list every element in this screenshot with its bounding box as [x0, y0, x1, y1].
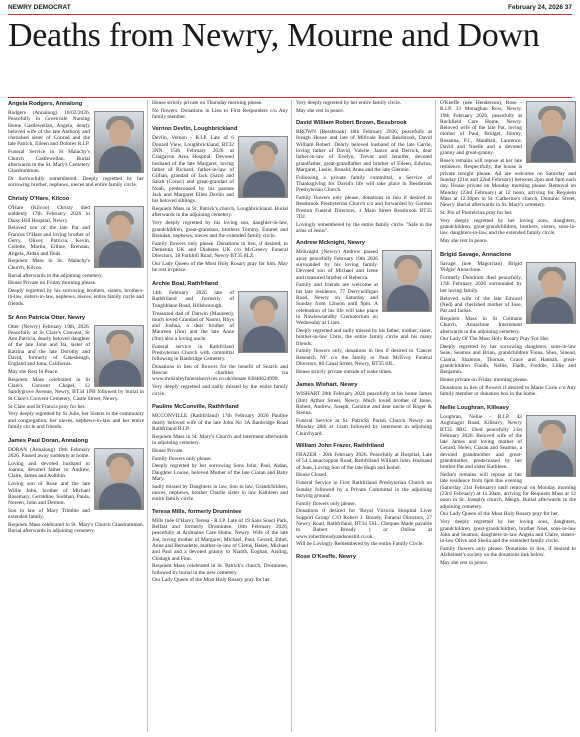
- obituary-text: Funeral Service in St Malachy's Church Castlewellan. Burial afterwards in the St. Mary's Cemetery Glasdrumman.: [8, 149, 90, 175]
- obituary-text: Lovingly remembered by the entire family circle. "Safe in the arms of Jesus".: [296, 221, 432, 235]
- obituary-text: Very deeply regretted by Sr Julie, her Sisters in the community and congregation, her nieces, nephews-in-law and her entire family circle and friends.: [8, 411, 144, 430]
- obituary-title: David William Robert Brown, Bessbrook: [296, 120, 407, 127]
- obituary-title: Andrew Mcknight, Newry: [296, 240, 365, 247]
- obituary-text: Beloved wife of the late Edward (Ned) and cherished mother of Jose, Pat and Jackie.: [440, 295, 522, 315]
- obituary-title: Angela Rodgers, Annalong: [8, 101, 83, 107]
- obituary-text: Deeply regretted by her sorrowing daughters, sons-in-law Sean, Seamus and Brian, grandchildren Fiona, Shea, Sinead, Cianna, Shannon, Thomas, Grace and Hannah, great-grandchildren Fiaidh, Nellie, Fiadh, Freddie, Lillie and Benjamin.: [440, 344, 576, 376]
- portrait-photo: [238, 291, 288, 353]
- obituary-title: James Wishart, Newry: [296, 382, 358, 389]
- obituary-text: Our Lady Queen of the Most Holy Rosary pray for him. May he rest in peace.: [152, 261, 288, 274]
- obituary-text: 14th February 2026 late of Rathfriland and formerly of Tonghblane Road, Hillsborough.: [152, 290, 234, 309]
- obituary-title: Teresa Mills, formerly Drumintee: [152, 508, 242, 515]
- masthead: [8, 2, 572, 14]
- obituary-title: William John Frazer, Rathfriland: [296, 443, 385, 450]
- obituary-text: Sadly missed by Daughters in law, Son in law, Grandchildren, nieces, nephews, brother Charlie sister in law Kathleen and entire family circle.: [152, 483, 288, 503]
- obituary-text: O'Hare (Kilcoo) Christy died suddenly 17th February 2026 in Daisy Hill Hospital, Newry.: [8, 205, 90, 224]
- obituary-notice: [440, 251, 576, 399]
- page-date: February 24, 2026 37: [508, 4, 572, 11]
- obituary-text: Donations in lieu of flowers if desired to Marie Curie c/o Any family member or donation box in the home.: [440, 384, 576, 398]
- obituary-notice: [296, 442, 432, 548]
- obituary-text: St. Pio of Pietrelcina pray for her.: [440, 210, 513, 217]
- portrait-photo: [94, 206, 144, 268]
- portrait-photo: [526, 415, 576, 477]
- obituary-text: McKnight (Newry) Andrew passed away peacefully February 19th 2026 surrounded by his loving family. Devoted son of Michael and Irene and treasured brother of Rebecca.: [296, 249, 378, 281]
- obituary-notice: [152, 125, 288, 275]
- column-3: [296, 100, 432, 732]
- obituary-text: Formerly Dundrum died peacefully, 17th February 2026 surrounded by her loving family.: [440, 275, 522, 294]
- portrait-photo: [382, 250, 432, 312]
- obituary-text: Treasured dad of Darwin (Maureen), much loved Grandad of Naomi, Rhys and Joshua, a dear brother of Maureen (Jim) and the late Anne (Jim) also a loving uncle.: [152, 310, 234, 342]
- obituary-text: Loving and devoted husband to Joanna, devoted father to Andrew, Claire, James and Aoibhin.: [8, 460, 90, 480]
- obituary-notice: [152, 100, 288, 120]
- obituary-title: Pauline McConville, Rathfriland: [152, 404, 239, 411]
- obituary-text: Beloved son of the late Pat and Frances O'Hare and loving brother of Gerry, Oliver, Patricia, Kevin, Collette, Martin, Eithne, Brendan, Angela, Aidan and finds.: [8, 225, 90, 257]
- obituary-text: May she rest in peace.: [296, 107, 345, 114]
- obituary-title: Nellie Loughran, Killeavy: [440, 404, 509, 411]
- obituary-text: House private on Friday morning please.: [440, 377, 529, 384]
- obituary-notice: [152, 508, 288, 584]
- obituary-title: James Paul Doran, Annalong: [8, 437, 88, 444]
- column-divider: [291, 100, 292, 732]
- obituary-notice: [296, 119, 432, 234]
- obituary-title: Vernon Devlin, Loughbrickland: [152, 126, 238, 133]
- obituary-text: Requiem Mass celebrated in St. Mary's Church Glasdrumman. Burial afterwards in adjoining cemetery.: [8, 522, 144, 535]
- obituary-text: Will be Lovingly Remembered by the entire Family Circle.: [296, 541, 424, 548]
- obituary-notice: [8, 437, 144, 536]
- obituary-text: Our Lady Of The Most Holy Rosary Pray For Her.: [440, 336, 550, 343]
- obituary-text: Requiem Mass celebrated in St. Patrick's church, Dromintee, followed by burial in the new cemetery.: [152, 563, 288, 576]
- obituary-title: Brigid Savage, Annaclone: [440, 252, 512, 259]
- obituary-text: Following a private family committal, a Service of Thanksgiving for David's life will take place in Bessbrook Presbyterian Church.: [296, 174, 432, 194]
- obituary-text: MCCONVILLE (Rathfriland) 17th February 2026 Pauline dearly beloved wife of the late John No 3A Banbridge Road Rathfriland R.I.P.: [152, 413, 288, 432]
- obituary-text: Requiem Mass celebrated in St Clare's Convent Chapel, 12 Sandygrove Avenue, Newry, BT34 1PB followed by burial in St Clare's Convent Cemetery, Castle Street, Newry.: [8, 376, 144, 402]
- obituary-text: Savage (nee Magorrian) Brigid 'Pidgie' Annaclone.: [440, 261, 522, 274]
- portrait-photo: [526, 262, 576, 324]
- obituary-text: St Clare and St Francis pray for her.: [8, 403, 86, 410]
- obituary-text: Our Lady Queen of the Most Holy Rosary pray for her.: [152, 577, 272, 584]
- paper-name: NEWRY DEMOCRAT: [8, 4, 71, 11]
- page-headline: Deaths from Newry, Mourne and Down: [8, 17, 540, 54]
- obituary-notice: [440, 100, 576, 246]
- obituary-title: Sr Ann Patricia Otter, Newry: [8, 314, 86, 321]
- obituary-text: Family flowers only please. Donations in lieu, if desired, to Dementia UK and Diabetes UK c/o McGreevy Funeral Directors, 18 Forkhill Road, Newry BT35 8LZ.: [152, 240, 288, 260]
- obituary-text: Deeply regretted by his sorrowing brothers, sisters, brothers-in-law, sisters-in-law, nephews, nieces, entire family circle and friends.: [8, 288, 144, 307]
- column-divider: [147, 100, 148, 732]
- obituary-text: May she rest in peace.: [440, 560, 489, 566]
- obituary-notice: [8, 314, 144, 432]
- portrait-photo: [94, 111, 144, 173]
- obituary-text: Very deeply regretted by his loving son, daughter-in-law, grandchildren, great-grandson, brothers Tommy, Emmet and Brendan, nephews, nieces and the extended family circle.: [152, 220, 288, 239]
- obituary-notice: [440, 404, 576, 568]
- obituary-text: Burial afterwards in the adjoining cemetery.: [8, 272, 103, 279]
- obituary-text: May she Rest In Peace.: [8, 369, 59, 376]
- obituary-text: Requiem Mass in St. Patrick's church, Loughbrickland. Burial afterwards in the adjoining cemetery.: [152, 206, 288, 219]
- obituary-title: Archie Boal, Rathfriland: [152, 281, 219, 288]
- obituary-text: Very deeply regretted by her loving sons, daughters, grandchildren, great-grandchildren, brother Noel, sons-in-law John and Seamus, daughters-in-law Angela and Claire, sisters-in-law Olive and Sheila and the extended family circle.: [440, 519, 576, 545]
- column-divider: [435, 100, 436, 732]
- obituary-text: Loving son of Rose and the late Willie John, brother of Michael Rosemary, Geraldine, Siobhan, Paula, Noreen, John and Dermot.: [8, 481, 90, 507]
- obituary-text: Very deeply regretted by her loving sons, daughters, grandchildren, great-grandchildren, brothers, sisters, sons-in-law, daughters-in-law, and the extended family circle.: [440, 217, 576, 237]
- column-4: [440, 100, 576, 732]
- obituary-text: Donations if desired for 'Royal Victoria Hospital Liver Support Group' C/O Robert J. Bready, Funeral Directors, 27 Newry Road, Rathfriland, BT34 5SL. Cheques Made payable to Robert Bready ) or Online at www.robertbreadyandsonsltd.co.uk.: [296, 508, 432, 540]
- obituary-text: House strictly private on Thursday morning please.: [152, 100, 263, 106]
- obituary-text: Family flowers only please.: [152, 455, 212, 462]
- obituary-title: Rose O'Keeffe, Newry: [296, 553, 357, 560]
- obituary-notice: [8, 195, 144, 308]
- obituary-text: Requiem Mass in St Colmans Church, Annaclone Internment afterwards in the adjoining cemetery.: [440, 315, 522, 335]
- obituary-title: Christy O'Hare, Kilcoo: [8, 196, 70, 203]
- obituary-text: WISHART 20th February 2026 peacefully at his home James (Jim) Arthur Street, Newry. Much loved brother of Irene, Robert, Andrew, Joseph, Caroline and dear uncle of Roger & Sienna.: [296, 391, 432, 417]
- obituary-text: Loughran, Nellie - R.I.P. 43 Aughnagur Road, Killeavy, Newry BT35 8RG. Died peacefully 21st February 2026. Beloved wife of the late James and loving mother of Gerard, Helen, Ciaran and Seamus, a devoted grandmother and great-grandmother, predeceased by her brother Pat and sister Kathleen.: [440, 413, 522, 471]
- obituary-text: Family flowers only, donations in lieu if desired to 'Cancer Research NI' c/o the family or Paul McEvoy Funeral Directors, 80 Canal Street, Newry, BT35 6JL.: [296, 348, 432, 367]
- portrait-photo: [238, 136, 288, 198]
- obituary-notice: [152, 280, 288, 398]
- obituary-text: O'Keeffe (née Henderson), Rose - R.I.P. 33 Monaghan Row, Newry. 19th February 2026, peacefully at Rockfield Care Home, Newry. Beloved wife of the late Pat, loving mother of Paul, Bridget, Jimmy, Rosanna, P.J., Maidhail, Laurence, David and Noelle and a devoted granny and great-granny.: [440, 100, 522, 157]
- obituary-text: Nellie's remains will repose at her late residence from 6pm this evening (Saturday 21st February) until removal on Monday morning (23rd February) at 11.30am, arriving for Requiem Mass at 12 noon in St. Joseph's church, Meigh. Burial afterwards in the adjoining cemetery.: [440, 472, 576, 510]
- obituary-text: BROWN (Bessbrook) 18th February 2026, peacefully at Iveagh House and late of Millvale Road Bessbrook, David William Robert. Dearly beloved husband of the late Carrie, loving father of David, Valerie, Janice and Derrick, dear father-in-law of Evelyn, Trevor and Jennifer, devoted grandfather, great-grandfather and brother of Eileen, Edwina, Margaret, Leslie, Ronald, Anne and the late Glennie.: [296, 129, 432, 173]
- obituary-text: Dr Sorrowfully remembered. Deeply regretted by her sorrowing brother, nephews, nieces and entire family circle.: [8, 175, 144, 189]
- obituary-notice: [152, 403, 288, 502]
- obituary-text: House Closed.: [296, 472, 328, 479]
- obituary-text: May she rest in peace.: [440, 238, 489, 245]
- obituary-text: House strictly private outside of wake times.: [296, 368, 393, 375]
- obituary-text: Family flowers only please, donations in lieu if desired to Bessbrook Presbyterian Church c/o and forwarded by Gordon Preston Funeral Directors, 1 Main Street Bessbrook BT35 7DJ.: [296, 195, 432, 220]
- obituary-text: Deeply regretted by her sorrowing Sons John, Paul, Aidan, Daughter Louise, beloved Mother of the late Ciaran and Baby Mary.: [152, 463, 288, 483]
- column-2: [152, 100, 288, 732]
- obituary-text: Family and friends are welcome at his late residence, 77 Derrywilligan Road, Newry on Saturday and Sunday from 12noon until 9pm. A celebration of his life will take place in Nawlewsandby Crematorium on Wednesday at 11am.: [296, 282, 378, 327]
- portrait-photo: [526, 101, 576, 163]
- obituary-text: Mills (née O'Hare), Teresa - R.I.P. Late of 19 Sans Souci Park, Belfast and formerly Drumintee. 18th February 2026, peacefully at Ardmaine Care Home, Newry. Wife of the late Joe, loving mother of Margaret, Michael, Paul, Gerard, Ethel, Anne and Bernadette, mother-in-law of Cletus, Helen, Michael and Paul and a devoted granny to Niamh, Eoghan, Aisling, Clodagh and Finn.: [152, 517, 288, 562]
- obituary-text: Funeral service in Rathfriland Presbyterian Church with committal following in Banbridge Cemetery.: [152, 343, 234, 363]
- obituary-text: Family flowers only please.: [296, 500, 356, 507]
- obituary-notice: [296, 553, 432, 561]
- obituary-text: Donations in lieu of flowers for the benefit of Search and Rescue charities via www.mckinleyfuneralservices.co.uk/donate 02840624999.: [152, 363, 288, 383]
- obituary-text: Very deeply regretted by her entire family circle.: [296, 100, 402, 106]
- obituary-text: Very deeply regretted and sadly missed by the entire family circle.: [152, 384, 288, 397]
- portrait-photo: [94, 325, 144, 387]
- obituary-notice: [296, 381, 432, 437]
- top-rule: [8, 14, 572, 15]
- obituary-text: FRAZER - 20th February 2026. Peacefully at Hospital, Late of 54 Lisnacroppan Road, Rathfriland William John. Husband of Joan, Loving Son of the late Hugh and Isobel.: [296, 452, 432, 471]
- portrait-photo: [94, 448, 144, 510]
- obituary-text: Funeral Service in First Rathfriland Presbyterian Church on Sunday followed by a Private Committal in the adjoining burying ground.: [296, 480, 432, 499]
- obituary-text: Otter (Newry) February 19th, 2026. Peacefully at St Clare's Convent, Sr Ann Patricia, dearly beloved daughter of the late John and Ita, sister of Katrina and the late Dorothy and David, formerly of Gatesheagh, England and Iona, California.: [8, 323, 90, 368]
- obituary-text: Requiem Mass in St. Malachy's Church, Kilcoo.: [8, 258, 90, 271]
- obituary-text: Rose's remains will repose at her late residence. Respectfully, the house is private tonight please. All are welcome on Saturday and Sunday (21st and 22nd February) between 2pm and 9pm each day. House private on Monday morning please. Removal on Monday (23rd February) at 12 noon, arriving for Requiem Mass at 12.30pm in St. Catherine's church, Dominic Street, Newry. Burial afterwards in St. Mary's cemetery.: [440, 158, 576, 209]
- obituary-text: Devlin, Vernon - R.I.P. Late of 6 Donard View, Loughbrickland, BT32 3NN. 15th February 2026 at Craigavon Area Hospital. Devoted husband of the late Margaret, loving father of Richard, father-in-law of Gillian, grandad of Jack (Sara) and Sarah (Conor) and great-grandad of Noah, predeceased by his parents Jack and Margaret Ellen Devlin and his beloved siblings.: [152, 135, 234, 205]
- obituary-text: Our Lady Queen of the Most Holy Rosary pray for her.: [440, 511, 560, 518]
- obituary-text: Son in law of Mary Trimble and extended family.: [8, 507, 90, 521]
- obituary-text: Requiem Mass in St. Mary's Church and interment afterwards in adjoining cemetery.: [152, 433, 288, 447]
- obituary-notice: [296, 100, 432, 114]
- column-1: [8, 100, 144, 732]
- obituary-text: House Private on Friday morning please.: [8, 280, 97, 287]
- obituary-text: No flowers. Donations in Lieu to First Responders c/o Any family member.: [152, 107, 288, 121]
- headline-rule: [8, 97, 572, 98]
- obituary-text: Funeral Service at St. Patricks Parish Church Newry on Monday 28th at 11am followed by interment in adjoining Churchyard.: [296, 418, 432, 437]
- obituary-text: Rodgers (Annalong) 16/02/2026. Peacefully in Greenvale Nursing Home Castlewellan, Angela, dearly beloved wife of the late Anthony and cherished sister of Conrad and the late Patrick, Eileen and Dolores R.I.P.: [8, 110, 90, 148]
- obituary-notice: [296, 239, 432, 376]
- obituary-text: House Private.: [152, 447, 184, 454]
- obituary-text: Deeply regretted and sadly missed by his father, mother, sister, brother-in-law Chris, the entire family circle and his many friends.: [296, 327, 432, 347]
- obituary-notice: [8, 100, 144, 190]
- obituary-text: DORAN (Annalong) 19th February 2026. Passed away suddenly at home.: [8, 446, 90, 460]
- obituary-text: Family flowers only please. Donations in lieu, if desired to Alzheimer's society on the donations link below.: [440, 545, 576, 559]
